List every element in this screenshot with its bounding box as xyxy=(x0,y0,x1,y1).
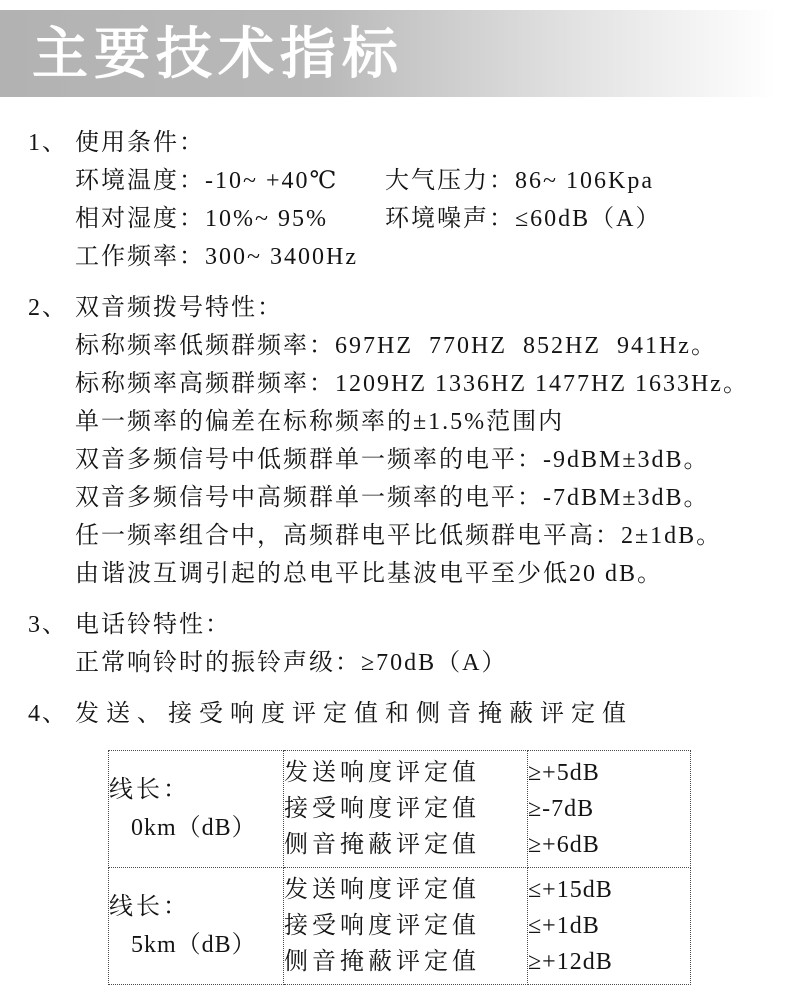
cell-metrics xyxy=(284,751,528,868)
line-length-value: 0km（dB） xyxy=(131,815,257,841)
spec-line: 由谐波互调引起的总电平比基波电平至少低20 dB。 xyxy=(75,561,664,587)
cell-metrics xyxy=(284,868,528,985)
section-heading xyxy=(28,695,770,733)
spec-line: 标称频率高频群频率：1209HZ 1336HZ 1477HZ 1633Hz。 xyxy=(75,371,749,397)
line-length-value: 5km（dB） xyxy=(131,932,257,958)
section-usage-conditions xyxy=(28,124,770,276)
section-body xyxy=(75,162,770,276)
metric-label: 侧音掩蔽评定值 xyxy=(284,949,480,975)
metric-value: ≤+1dB xyxy=(528,913,600,939)
condition-item: 环境噪声：≤60dB（A） xyxy=(385,206,662,232)
spec-line: 标称频率低频群频率：697HZ 770HZ 852HZ 941Hz。 xyxy=(75,333,717,359)
condition-row xyxy=(75,162,770,200)
metric-value: ≥+5dB xyxy=(528,760,600,786)
section-loudness-rating xyxy=(28,695,770,733)
metric-label: 侧音掩蔽评定值 xyxy=(284,832,480,858)
condition-row xyxy=(75,238,770,276)
section-body xyxy=(75,327,770,593)
table-row xyxy=(109,751,691,868)
cell-line-length xyxy=(109,868,284,985)
section-number: 3、 xyxy=(28,612,68,638)
cell-values xyxy=(528,868,691,985)
section-heading xyxy=(28,289,770,327)
spec-line: 任一频率组合中，高频群电平比低频群电平高：2±1dB。 xyxy=(75,523,723,549)
section-ringer xyxy=(28,606,770,682)
section-body xyxy=(75,644,770,682)
condition-item: 环境温度：-10~ +40℃ xyxy=(75,168,339,194)
spec-line: 双音多频信号中低频群单一频率的电平：-9dBM±3dB。 xyxy=(75,447,710,473)
cell-values xyxy=(528,751,691,868)
metric-label: 发送响度评定值 xyxy=(284,877,480,903)
line-length-label: 线长： xyxy=(109,777,190,803)
page xyxy=(0,10,800,985)
metric-label: 发送响度评定值 xyxy=(284,760,480,786)
condition-item: 大气压力：86~ 106Kpa xyxy=(385,168,654,194)
section-heading xyxy=(28,124,770,162)
section-number: 1、 xyxy=(28,130,68,156)
spec-content xyxy=(0,97,800,985)
metric-label: 接受响度评定值 xyxy=(284,796,480,822)
title-banner xyxy=(0,10,800,97)
section-title: 使用条件： xyxy=(75,130,205,156)
condition-row xyxy=(75,200,770,238)
spec-line: 单一频率的偏差在标称频率的±1.5%范围内 xyxy=(75,409,565,435)
condition-item: 相对湿度：10%~ 95% xyxy=(75,206,328,232)
line-length-label: 线长： xyxy=(109,894,190,920)
section-title: 双音频拨号特性： xyxy=(75,295,283,321)
metric-value: ≤+15dB xyxy=(528,877,613,903)
section-heading xyxy=(28,606,770,644)
section-dtmf-dialing xyxy=(28,289,770,593)
metric-value: ≥+6dB xyxy=(528,832,600,858)
spec-line: 正常响铃时的振铃声级：≥70dB（A） xyxy=(75,650,508,676)
metric-value: ≥-7dB xyxy=(528,796,595,822)
section-number: 2、 xyxy=(28,295,68,321)
spec-line: 双音多频信号中高频群单一频率的电平：-7dBM±3dB。 xyxy=(75,485,710,511)
metric-value: ≥+12dB xyxy=(528,949,613,975)
loudness-rating-table xyxy=(108,750,691,985)
page-title: 主要技术指标 xyxy=(32,21,404,85)
condition-item: 工作频率：300~ 3400Hz xyxy=(75,244,358,270)
cell-line-length xyxy=(109,751,284,868)
metric-label: 接受响度评定值 xyxy=(284,913,480,939)
section-number: 4、 xyxy=(28,701,68,727)
section-title: 电话铃特性： xyxy=(75,612,231,638)
table-row xyxy=(109,868,691,985)
section-title: 发送、接受响度评定值和侧音掩蔽评定值 xyxy=(75,701,633,727)
